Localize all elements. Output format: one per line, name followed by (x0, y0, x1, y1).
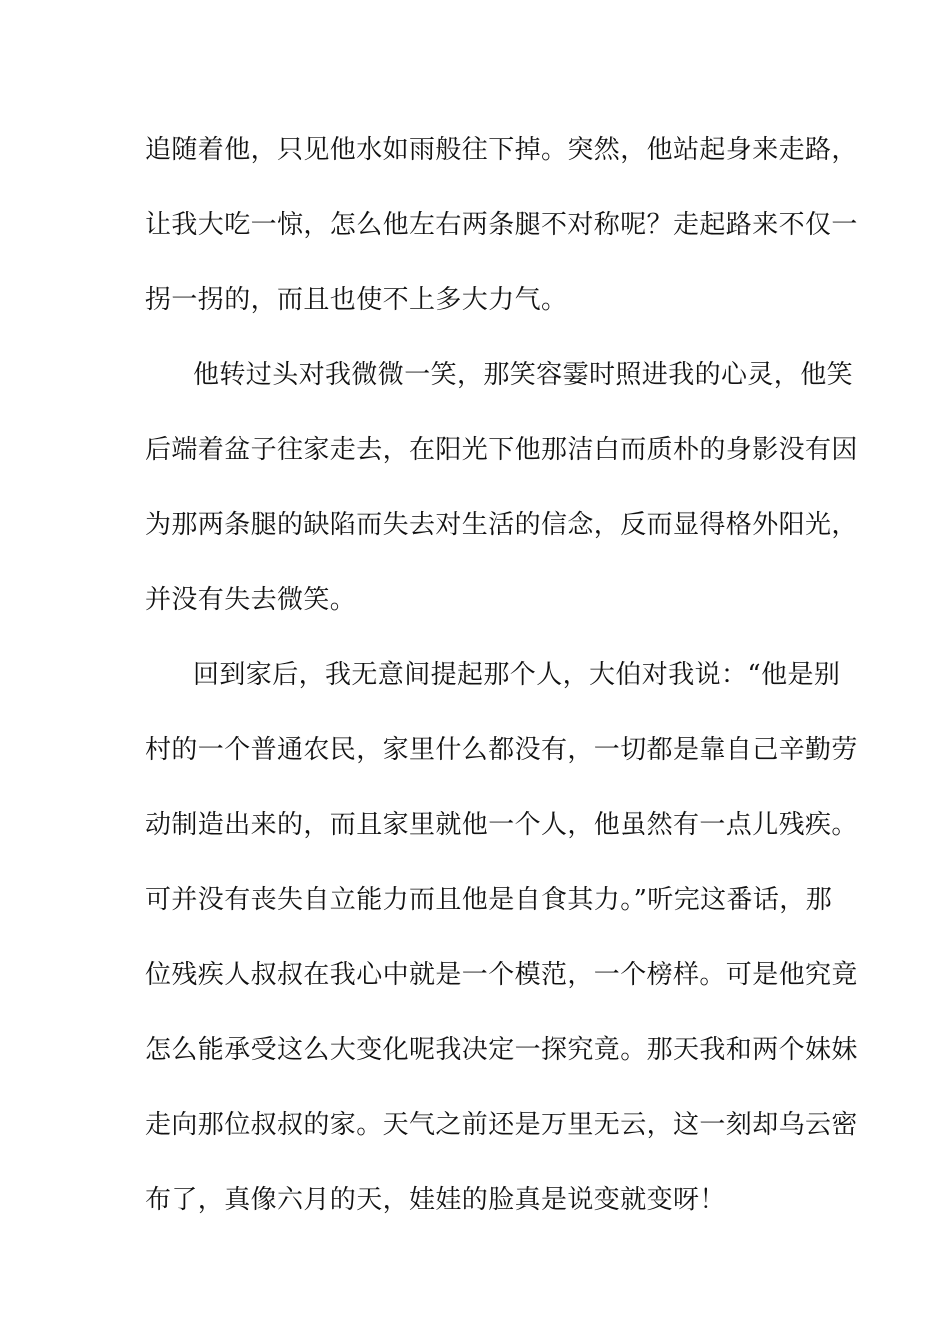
text-line: 追随着他，只见他水如雨般往下掉。突然，他站起身来走路， (145, 135, 858, 165)
text-line: 村的一个普通农民，家里什么都没有，一切都是靠自己辛勤劳 (145, 735, 858, 765)
text-line: 动制造出来的，而且家里就他一个人，他虽然有一点儿残疾。 (145, 810, 858, 840)
text-line: 可并没有丧失自立能力而且他是自食其力。”听完这番话，那 (145, 885, 833, 915)
paragraph-first-line: 回到家后，我无意间提起那个人，大伯对我说：“他是别 (193, 660, 841, 690)
text-line: 怎么能承受这么大变化呢我决定一探究竟。那天我和两个妹妹 (145, 1035, 858, 1065)
text-line: 走向那位叔叔的家。天气之前还是万里无云，这一刻却乌云密 (145, 1110, 858, 1140)
text-line: 后端着盆子往家走去，在阳光下他那洁白而质朴的身影没有因 (145, 435, 858, 465)
text-line: 为那两条腿的缺陷而失去对生活的信念，反而显得格外阳光， (145, 510, 858, 540)
text-line: 拐一拐的，而且也使不上多大力气。 (145, 285, 568, 315)
paragraph-first-line: 他转过头对我微微一笑，那笑容霎时照进我的心灵，他笑 (193, 360, 854, 390)
text-line: 并没有失去微笑。 (145, 585, 357, 615)
text-line: 让我大吃一惊，怎么他左右两条腿不对称呢？走起路来不仅一 (145, 210, 858, 240)
text-line: 布了，真像六月的天，娃娃的脸真是说变就变呀！ (145, 1185, 726, 1215)
text-line: 位残疾人叔叔在我心中就是一个模范，一个榜样。可是他究竟 (145, 960, 858, 990)
